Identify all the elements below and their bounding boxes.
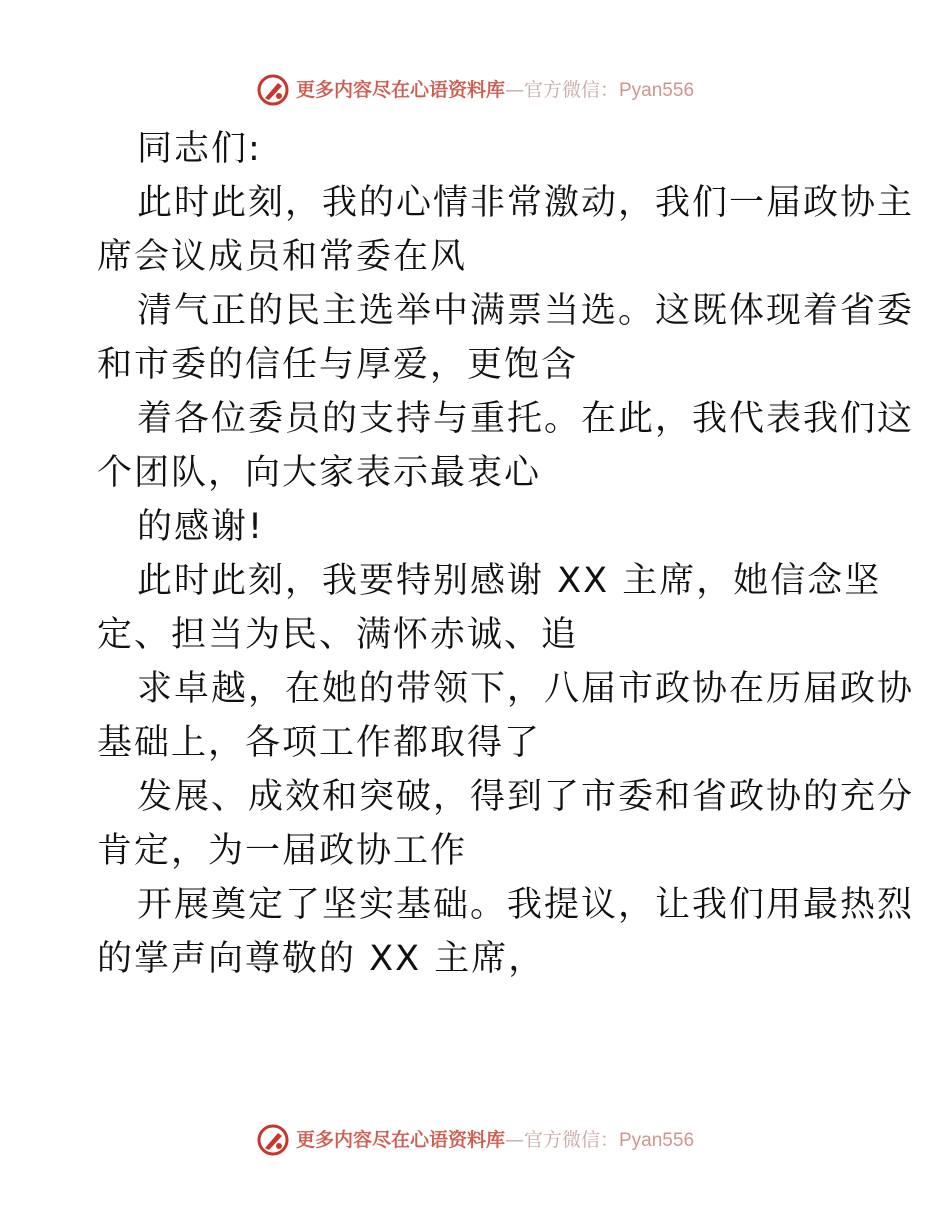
watermark-official-label: 官方微信： [523,1128,619,1151]
watermark-wechat-id: Pyan556 [619,79,695,101]
body-line: 此时此刻，我要特别感谢 XX 主席，她信念坚 [137,561,882,601]
pen-logo-icon [256,1123,290,1157]
body-line: 此时此刻，我的心情非常激动，我们一届政协主 [137,183,915,223]
body-line: 发展、成效和突破，得到了市委和省政协的充分 [137,777,915,817]
body-line: 着各位委员的支持与重托。在此，我代表我们这 [137,399,915,439]
watermark-official-label: 官方微信： [523,78,619,101]
body-line: 的掌声向尊敬的 XX 主席， [97,939,546,979]
watermark-separator: — [504,78,524,101]
body-line: 求卓越，在她的带领下，八届市政协在历届政协 [137,669,915,709]
body-line: 席会议成员和常委在风 [97,237,468,277]
document-body [97,122,915,986]
body-line: 清气正的民主选举中满票当选。这既体现着省委 [137,291,915,331]
watermark-text [296,78,694,103]
header-watermark [0,70,950,110]
body-line: 个团队，向大家表示最衷心 [97,453,542,493]
body-line: 定、担当为民、满怀赤诚、追 [97,615,579,655]
watermark-brand: 更多内容尽在心语资料库 [295,1128,505,1151]
body-line: 肯定，为一届政协工作 [97,831,468,871]
footer-watermark [0,1120,950,1160]
watermark-separator: — [504,1128,524,1151]
watermark-text [296,1128,694,1153]
watermark-wechat-id: Pyan556 [619,1129,695,1151]
watermark-brand: 更多内容尽在心语资料库 [295,78,505,101]
pen-logo-icon [256,73,290,107]
body-line: 的感谢! [137,507,265,547]
body-line: 开展奠定了坚实基础。我提议，让我们用最热烈 [137,885,915,925]
body-line: 同志们: [137,129,262,169]
body-line: 和市委的信任与厚爱，更饱含 [97,345,579,385]
body-line: 基础上，各项工作都取得了 [97,723,542,763]
